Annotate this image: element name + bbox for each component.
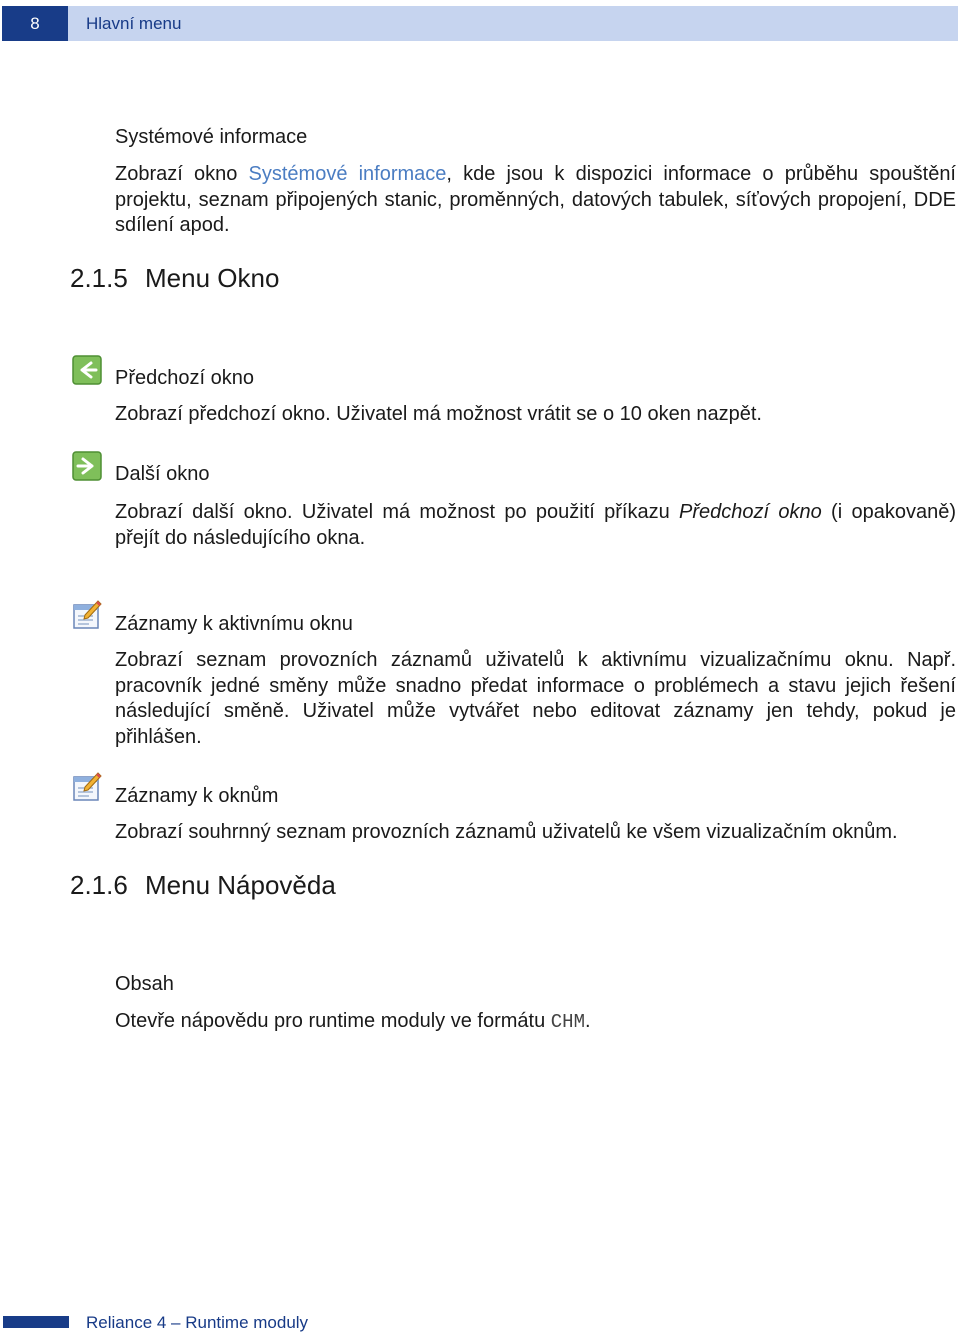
- notes-edit-icon: [71, 598, 103, 630]
- item-help-contents-title: Obsah: [115, 973, 174, 995]
- item-prev-window-title: Předchozí okno: [115, 367, 254, 389]
- page-number: 8: [2, 6, 68, 41]
- item-active-notes-title: Záznamy k aktivnímu oknu: [115, 613, 353, 635]
- item-prev-window-text: Zobrazí předchozí okno. Uživatel má možnost vrátit se o 10 oken nazpět.: [115, 403, 762, 425]
- footer-text: Reliance 4 – Runtime moduly: [86, 1313, 309, 1332]
- sys-info-title: Systémové informace: [115, 126, 308, 148]
- item-help-contents-text: Otevře nápovědu pro runtime moduly ve formátu CHM.: [115, 1010, 591, 1033]
- item-next-window-text: Zobrazí další okno. Uživatel má možnost po použití příkazu Předchozí okno (i opakovaně) přejít do následujícího okna.: [115, 501, 956, 549]
- page-header: [2, 6, 958, 41]
- item-active-notes-text: Zobrazí seznam provozních záznamů uživatelů k aktivnímu vizualizačnímu oknu. Např. pracovník jedné směny může snadno předat informace o problémech a stavu jejich řešení následující směně. Uživatel může vytvářet nebo editovat záznamy jen tehdy, pokud je přihlášen.: [115, 649, 956, 748]
- arrow-left-icon: [71, 354, 103, 386]
- arrow-right-icon: [71, 450, 103, 482]
- sys-info-link[interactable]: Systémové informace: [248, 163, 447, 185]
- item-all-notes-title: Záznamy k oknům: [115, 785, 279, 807]
- item-next-window-title: Další okno: [115, 463, 210, 485]
- notes-list-icon: [71, 770, 103, 802]
- page-footer: [0, 1310, 960, 1339]
- footer-bar: [3, 1316, 69, 1328]
- header-title: Hlavní menu: [68, 6, 958, 41]
- heading-menu-napoveda: 2.1.6 Menu Nápověda: [70, 870, 336, 900]
- heading-menu-okno: 2.1.5 Menu Okno: [70, 263, 280, 293]
- sys-info-text: Zobrazí okno Systémové informace, kde jsou k dispozici informace o průběhu spouštění projektu, seznam připojených stanic, proměnných, datových tabulek, síťových propojení, DDE sdílení apod.: [115, 163, 956, 236]
- item-all-notes-text: Zobrazí souhrnný seznam provozních záznamů uživatelů ke všem vizualizačním oknům.: [115, 821, 898, 843]
